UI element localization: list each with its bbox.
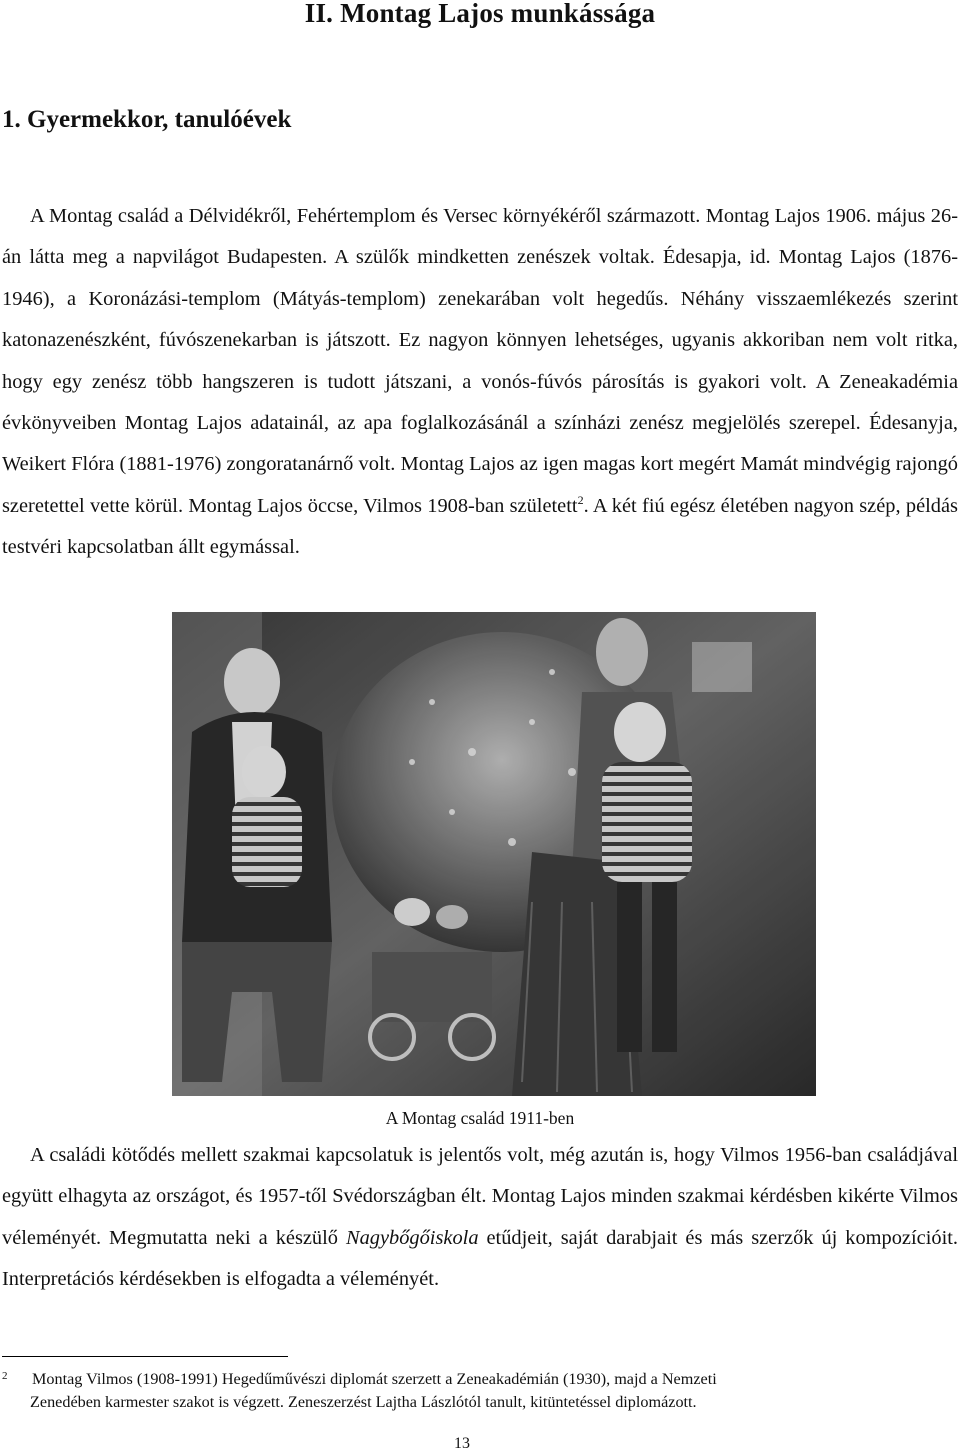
book-title: Nagybőgőiskola xyxy=(345,1226,479,1249)
paragraph-text: A Montag család a Délvidékről, Fehértemplom és Versec környékéről származott. Montag Lajos 1906. május 26-án látta meg a napvilágot Budapesten. A szülők mindketten zenészek voltak. Édesapja, id. Montag Lajos (1876-1946), a Koronázási-templom (Mátyás-templom) zenekarában volt hegedűs. Néhány visszaemlékezés szerint katonazenészként, fúvószenekarban is játszott. Ez nagyon könnyen lehetséges, ugyanis akkoriban nem volt ritka, hogy egy zenész több hangszeren is tudott játszani, a vonós-fúvós párosítás is gyakori volt. A Zeneakadémia évkönyveiben Montag Lajos adatainál, az apa foglalkozásánál a színházi zenész megjelölés szerepel. Édesanyja, Weikert Flóra (1881-1976) zongoratanárnő volt. Montag Lajos az igen magas kort megért Mamát mindvégig rajongó szeretettel vette körül. Montag Lajos öccse, Vilmos 1908-ban született xyxy=(2,205,958,517)
paragraph-text: . A két fiú egész életében nagyon szép, példás testvéri kapcsolatban állt egymással. xyxy=(2,494,958,559)
footnote-reference[interactable]: 2 xyxy=(577,493,584,508)
family-photo-illustration xyxy=(172,612,816,1096)
footnote xyxy=(2,1368,958,1414)
section-title: 1. Gyermekkor, tanulóévek xyxy=(2,106,292,133)
chapter-title: II. Montag Lajos munkássága xyxy=(304,0,656,28)
photo-caption: A Montag család 1911-ben xyxy=(385,1108,575,1128)
footnote-mark: 2 xyxy=(2,1370,8,1382)
page-number: 13 xyxy=(454,1435,470,1452)
paragraph-text: etűdjeit, saját darabjait és más szerzők új kompozícióit. Interpretációs kérdésekben is elfogadta a véleményét. xyxy=(2,1226,958,1291)
family-photo xyxy=(172,612,816,1096)
paragraph-text: A családi kötődés mellett szakmai kapcsolatuk is jelentős volt, még azután is, hogy Vilmos 1956-ban családjával együtt elhagyta az országot, és 1957-től Svédországban élt. Montag Lajos minden szakmai kérdésben kikérte Vilmos véleményét. Megmutatta neki a készülő xyxy=(2,1144,958,1249)
footnote-line: Montag Vilmos (1908-1991) Hegedűművészi diplomát szerzett a Zeneakadémián (1930), majd a Nemzeti xyxy=(32,1370,717,1388)
paragraph-family-origin xyxy=(2,196,958,569)
footnote-separator xyxy=(2,1356,288,1357)
footnote-line: Zenedében karmester szakot is végzett. Zeneszerzést Lajtha Lászlótól tanult, kitüntetéssel diplomázott. xyxy=(30,1393,697,1411)
paragraph-professional-ties xyxy=(2,1135,958,1301)
